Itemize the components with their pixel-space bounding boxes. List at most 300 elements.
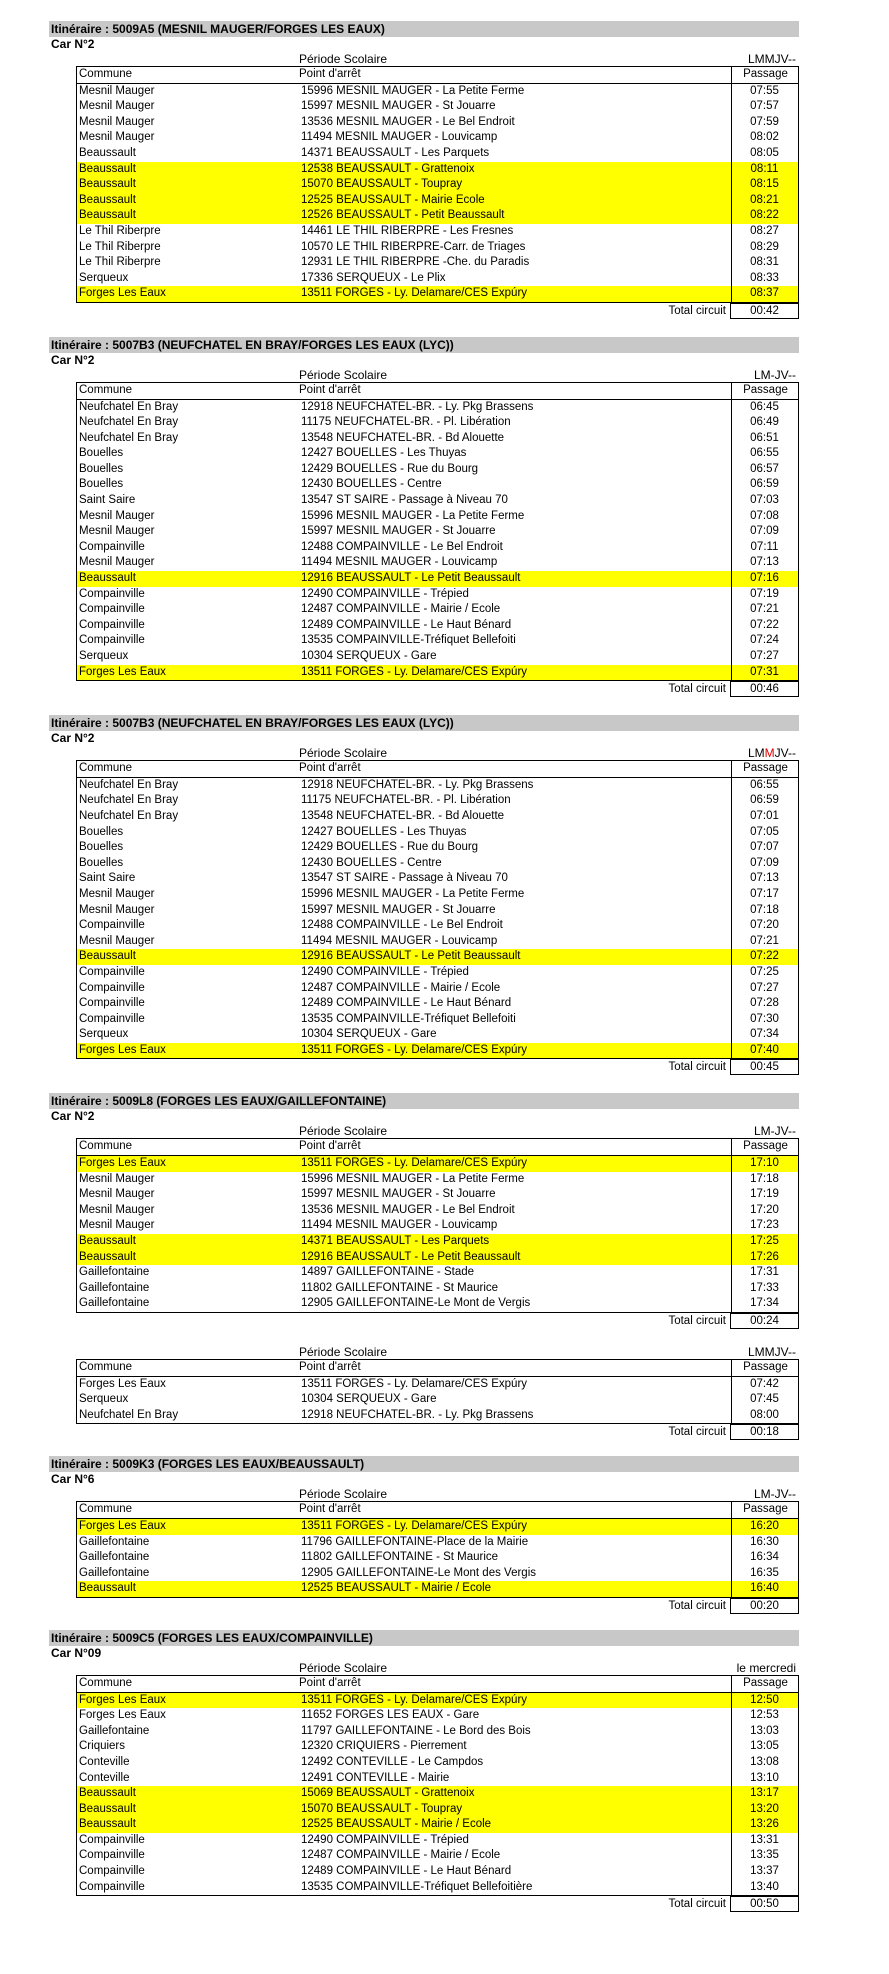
cell-commune: Le Thil Riberpre bbox=[79, 224, 161, 237]
table-row bbox=[77, 193, 798, 209]
cell-commune: Compainville bbox=[79, 981, 145, 994]
header-commune: Commune bbox=[79, 1503, 133, 1516]
cell-stop: 12538 BEAUSSAULT - Grattenoix bbox=[301, 162, 475, 175]
cell-stop: 12525 BEAUSSAULT - Mairie / Ecole bbox=[301, 1582, 492, 1595]
cell-stop: 14371 BEAUSSAULT - Les Parquets bbox=[301, 146, 490, 159]
cell-stop: 17336 SERQUEUX - Le Plix bbox=[301, 271, 446, 284]
timetable bbox=[76, 1345, 799, 1440]
table-row bbox=[77, 793, 798, 809]
cell-commune: Compainville bbox=[79, 1880, 145, 1893]
cell-time: 17:31 bbox=[750, 1266, 779, 1279]
cell-time: 07:24 bbox=[750, 634, 779, 647]
cell-commune: Gaillefontaine bbox=[79, 1566, 150, 1579]
table-row bbox=[77, 1281, 798, 1297]
cell-commune: Mesnil Mauger bbox=[79, 115, 155, 128]
cell-time: 07:19 bbox=[750, 587, 779, 600]
cell-time: 08:21 bbox=[750, 193, 779, 206]
cell-commune: Mesnil Mauger bbox=[79, 556, 155, 569]
cell-stop: 12490 COMPAINVILLE - Trépied bbox=[301, 1833, 469, 1846]
table-row bbox=[77, 996, 798, 1012]
cell-time: 06:51 bbox=[750, 431, 779, 444]
header-commune: Commune bbox=[79, 1676, 133, 1689]
cell-stop: 13547 ST SAIRE - Passage à Niveau 70 bbox=[301, 494, 508, 507]
operating-days bbox=[748, 746, 796, 760]
cell-commune: Neufchatel En Bray bbox=[79, 778, 179, 791]
table-row bbox=[77, 840, 798, 856]
table-header bbox=[77, 761, 798, 778]
cell-commune: Mesnil Mauger bbox=[79, 1219, 155, 1232]
header-commune: Commune bbox=[79, 1361, 133, 1373]
table-row bbox=[77, 130, 798, 146]
cell-stop: 12491 CONTEVILLE - Mairie bbox=[301, 1771, 450, 1784]
cell-commune: Forges Les Eaux bbox=[79, 665, 166, 678]
header-commune: Commune bbox=[79, 383, 133, 396]
cell-time: 07:42 bbox=[750, 1377, 779, 1390]
cell-commune: Mesnil Mauger bbox=[79, 509, 155, 522]
cell-time: 13:37 bbox=[750, 1865, 779, 1878]
cell-commune: Compainville bbox=[79, 997, 145, 1010]
cell-commune: Beaussault bbox=[79, 1250, 136, 1263]
header-stop: Point d'arrêt bbox=[299, 1503, 361, 1516]
table-row bbox=[77, 1724, 798, 1740]
total-circuit bbox=[76, 303, 799, 319]
cell-commune: Compainville bbox=[79, 1833, 145, 1846]
table-row bbox=[77, 1739, 798, 1755]
period-label: Période Scolaire bbox=[299, 52, 388, 66]
cell-stop: 11494 MESNIL MAUGER - Louvicamp bbox=[301, 934, 498, 947]
cell-time: 13:26 bbox=[750, 1818, 779, 1831]
cell-stop: 12427 BOUELLES - Les Thuyas bbox=[301, 447, 467, 460]
cell-time: 07:55 bbox=[750, 84, 779, 97]
cell-commune: Mesnil Mauger bbox=[79, 934, 155, 947]
table-row bbox=[77, 1377, 798, 1393]
period-label: Période Scolaire bbox=[299, 367, 388, 382]
header-stop: Point d'arrêt bbox=[299, 762, 361, 775]
table-row bbox=[77, 825, 798, 841]
cell-stop: 13511 FORGES - Ly. Delamare/CES Expúry bbox=[301, 665, 528, 678]
cell-time: 16:40 bbox=[750, 1582, 779, 1595]
cell-commune: Compainville bbox=[79, 965, 145, 978]
period-line bbox=[76, 746, 799, 760]
total-label: Total circuit bbox=[668, 1315, 726, 1327]
cell-commune: Mesnil Mauger bbox=[79, 887, 155, 900]
table-row bbox=[77, 1755, 798, 1771]
header-passage: Passage bbox=[731, 761, 799, 777]
cell-commune: Gaillefontaine bbox=[79, 1297, 150, 1310]
table-row bbox=[77, 1043, 798, 1059]
table-row bbox=[77, 571, 798, 587]
cell-time: 07:09 bbox=[750, 525, 779, 538]
route-section bbox=[49, 1630, 799, 1912]
table-row bbox=[77, 1296, 798, 1312]
cell-time: 07:18 bbox=[750, 903, 779, 916]
total-label: Total circuit bbox=[668, 1426, 726, 1439]
table-header bbox=[77, 1139, 798, 1156]
cell-commune: Forges Les Eaux bbox=[79, 287, 166, 300]
period-label: Période Scolaire bbox=[299, 1345, 388, 1359]
cell-stop: 12427 BOUELLES - Les Thuyas bbox=[301, 825, 467, 838]
car-number: Car N°09 bbox=[51, 1645, 102, 1660]
cell-time: 13:35 bbox=[750, 1849, 779, 1862]
cell-stop: 12320 CRIQUIERS - Pierrement bbox=[301, 1740, 467, 1753]
cell-commune: Neufchatel En Bray bbox=[79, 809, 179, 822]
table-row bbox=[77, 1156, 798, 1172]
cell-stop: 12429 BOUELLES - Rue du Bourg bbox=[301, 841, 479, 854]
cell-time: 08:00 bbox=[750, 1408, 779, 1421]
cell-commune: Beaussault bbox=[79, 572, 136, 585]
period-label: Période Scolaire bbox=[299, 1124, 388, 1139]
cell-commune: Beaussault bbox=[79, 950, 136, 963]
cell-stop: 11175 NEUFCHATEL-BR. - Pl. Libération bbox=[301, 416, 511, 429]
cell-stop: 13535 COMPAINVILLE-Tréfiquet Bellefoitière bbox=[301, 1880, 533, 1893]
cell-commune: Beaussault bbox=[79, 1235, 136, 1248]
cell-time: 08:37 bbox=[750, 287, 779, 300]
cell-commune: Compainville bbox=[79, 603, 145, 616]
total-label: Total circuit bbox=[668, 304, 726, 317]
route-section bbox=[49, 1093, 799, 1329]
cell-time: 07:21 bbox=[750, 934, 779, 947]
table-row bbox=[77, 856, 798, 872]
cell-stop: 12430 BOUELLES - Centre bbox=[301, 478, 442, 491]
cell-commune: Compainville bbox=[79, 1012, 145, 1025]
total-label: Total circuit bbox=[668, 1599, 726, 1612]
cell-time: 07:13 bbox=[750, 556, 779, 569]
cell-commune: Serqueux bbox=[79, 271, 129, 284]
cell-stop: 12916 BEAUSSAULT - Le Petit Beaussault bbox=[301, 1250, 521, 1263]
table-row bbox=[77, 1771, 798, 1787]
cell-stop: 10304 SERQUEUX - Gare bbox=[301, 1393, 437, 1406]
table-row bbox=[77, 555, 798, 571]
cell-time: 12:53 bbox=[750, 1709, 779, 1722]
cell-time: 06:57 bbox=[750, 462, 779, 475]
period-label: Période Scolaire bbox=[299, 1487, 388, 1502]
cell-commune: Compainville bbox=[79, 540, 145, 553]
table-row bbox=[77, 602, 798, 618]
header-passage: Passage bbox=[731, 383, 799, 399]
header-commune: Commune bbox=[79, 762, 133, 775]
cell-time: 17:26 bbox=[750, 1250, 779, 1263]
cell-stop: 13536 MESNIL MAUGER - Le Bel Endroit bbox=[301, 1203, 515, 1216]
cell-time: 07:31 bbox=[750, 665, 779, 678]
total-value: 00:50 bbox=[730, 1896, 799, 1912]
cell-stop: 13536 MESNIL MAUGER - Le Bel Endroit bbox=[301, 115, 515, 128]
table-row bbox=[77, 286, 798, 302]
cell-commune: Serqueux bbox=[79, 650, 129, 662]
cell-commune: Mesnil Mauger bbox=[79, 84, 155, 97]
operating-days: LMMJV-- bbox=[748, 52, 796, 66]
period-label: Période Scolaire bbox=[299, 746, 388, 761]
cell-time: 13:40 bbox=[750, 1880, 779, 1893]
period-line bbox=[76, 1124, 799, 1138]
cell-stop: 13547 ST SAIRE - Passage à Niveau 70 bbox=[301, 872, 508, 885]
route-section bbox=[49, 21, 799, 319]
route-title: Itinéraire : 5009L8 (FORGES LES EAUX/GAILLEFONTAINE) bbox=[49, 1093, 799, 1109]
cell-commune: Gaillefontaine bbox=[79, 1551, 150, 1564]
table-row bbox=[77, 778, 798, 794]
cell-commune: Neufchatel En Bray bbox=[79, 794, 179, 807]
cell-stop: 12489 COMPAINVILLE - Le Haut Bénard bbox=[301, 997, 512, 1010]
cell-commune: Forges Les Eaux bbox=[79, 1519, 166, 1532]
table-row bbox=[77, 84, 798, 100]
cell-stop: 12488 COMPAINVILLE - Le Bel Endroit bbox=[301, 540, 503, 553]
cell-commune: Bouelles bbox=[79, 825, 124, 838]
timetable-sections bbox=[0, 21, 889, 1912]
cell-stop: 15996 MESNIL MAUGER - La Petite Ferme bbox=[301, 509, 525, 522]
table-row bbox=[77, 431, 798, 447]
cell-time: 07:22 bbox=[750, 618, 779, 631]
cell-commune: Mesnil Mauger bbox=[79, 1188, 155, 1201]
cell-time: 17:34 bbox=[750, 1297, 779, 1310]
period-line bbox=[76, 52, 799, 66]
table-row bbox=[77, 1265, 798, 1281]
cell-stop: 15996 MESNIL MAUGER - La Petite Ferme bbox=[301, 887, 525, 900]
header-stop: Point d'arrêt bbox=[299, 383, 361, 396]
cell-commune: Forges Les Eaux bbox=[79, 1709, 166, 1722]
cell-stop: 14897 GAILLEFONTAINE - Stade bbox=[301, 1266, 475, 1279]
total-value: 00:45 bbox=[730, 1059, 799, 1075]
cell-commune: Gaillefontaine bbox=[79, 1724, 150, 1737]
cell-time: 07:20 bbox=[750, 919, 779, 932]
cell-time: 13:10 bbox=[750, 1771, 779, 1784]
cell-time: 17:25 bbox=[750, 1235, 779, 1248]
header-stop: Point d'arrêt bbox=[299, 1140, 361, 1153]
cell-stop: 12526 BEAUSSAULT - Petit Beaussault bbox=[301, 209, 505, 222]
cell-time: 08:05 bbox=[750, 146, 779, 159]
cell-time: 07:22 bbox=[750, 950, 779, 963]
cell-time: 07:57 bbox=[750, 100, 779, 113]
cell-time: 08:27 bbox=[750, 224, 779, 237]
cell-stop: 12429 BOUELLES - Rue du Bourg bbox=[301, 462, 479, 475]
cell-stop: 13511 FORGES - Ly. Delamare/CES Expúry bbox=[301, 287, 528, 300]
table-row bbox=[77, 1218, 798, 1234]
cell-time: 07:13 bbox=[750, 872, 779, 885]
timetable-grid bbox=[76, 1675, 799, 1896]
table-row bbox=[77, 1250, 798, 1266]
cell-commune: Conteville bbox=[79, 1755, 130, 1768]
cell-commune: Mesnil Mauger bbox=[79, 131, 155, 144]
table-row bbox=[77, 871, 798, 887]
table-row bbox=[77, 809, 798, 825]
timetable-grid bbox=[76, 1138, 799, 1313]
cell-commune: Saint Saire bbox=[79, 872, 136, 885]
table-row bbox=[77, 255, 798, 271]
cell-commune: Bouelles bbox=[79, 478, 124, 491]
table-row bbox=[77, 1708, 798, 1724]
cell-commune: Bouelles bbox=[79, 447, 124, 460]
total-label: Total circuit bbox=[668, 1061, 726, 1074]
car-number: Car N°2 bbox=[51, 352, 95, 367]
cell-time: 07:28 bbox=[750, 997, 779, 1010]
operating-days: LM-JV-- bbox=[754, 1124, 796, 1139]
timetable-grid bbox=[76, 1501, 799, 1598]
route-section bbox=[49, 1345, 799, 1440]
cell-commune: Compainville bbox=[79, 634, 145, 647]
cell-time: 17:33 bbox=[750, 1281, 779, 1294]
timetable bbox=[76, 368, 799, 697]
cell-time: 07:09 bbox=[750, 856, 779, 869]
table-row bbox=[77, 1392, 798, 1408]
table-row bbox=[77, 162, 798, 178]
cell-stop: 13511 FORGES - Ly. Delamare/CES Expúry bbox=[301, 1043, 528, 1056]
table-row bbox=[77, 1693, 798, 1709]
cell-commune: Compainville bbox=[79, 919, 145, 932]
table-row bbox=[77, 446, 798, 462]
total-value: 00:46 bbox=[730, 681, 799, 697]
table-header bbox=[77, 383, 798, 400]
table-row bbox=[77, 1581, 798, 1597]
period-line bbox=[76, 1345, 799, 1359]
cell-time: 07:59 bbox=[750, 115, 779, 128]
table-row bbox=[77, 887, 798, 903]
cell-stop: 13511 FORGES - Ly. Delamare/CES Expúry bbox=[301, 1693, 528, 1706]
car-number: Car N°2 bbox=[51, 1109, 95, 1124]
cell-commune: Neufchatel En Bray bbox=[79, 431, 179, 444]
cell-commune: Criquiers bbox=[79, 1740, 126, 1753]
cell-time: 08:11 bbox=[750, 162, 779, 175]
route-title: Itinéraire : 5009C5 (FORGES LES EAUX/COMPAINVILLE) bbox=[49, 1630, 799, 1646]
operating-days: le mercredi bbox=[736, 1660, 796, 1675]
cell-time: 07:40 bbox=[750, 1043, 779, 1056]
table-row bbox=[77, 400, 798, 416]
operating-days-part: JV-- bbox=[774, 746, 796, 761]
header-passage: Passage bbox=[731, 1676, 799, 1692]
cell-time: 07:07 bbox=[750, 841, 779, 854]
header-stop: Point d'arrêt bbox=[299, 1676, 361, 1689]
cell-commune: Conteville bbox=[79, 1771, 130, 1784]
period-label: Période Scolaire bbox=[299, 1660, 388, 1675]
route-section bbox=[49, 337, 799, 697]
table-row bbox=[77, 1566, 798, 1582]
cell-commune: Mesnil Mauger bbox=[79, 1172, 155, 1185]
cell-commune: Gaillefontaine bbox=[79, 1535, 150, 1548]
total-value: 00:20 bbox=[730, 1598, 799, 1614]
table-row bbox=[77, 1848, 798, 1864]
cell-stop: 12916 BEAUSSAULT - Le Petit Beaussault bbox=[301, 572, 521, 585]
total-circuit bbox=[76, 1598, 799, 1614]
total-label: Total circuit bbox=[668, 1898, 726, 1911]
table-row bbox=[77, 524, 798, 540]
table-row bbox=[77, 224, 798, 240]
cell-commune: Le Thil Riberpre bbox=[79, 240, 161, 253]
cell-stop: 12489 COMPAINVILLE - Le Haut Bénard bbox=[301, 618, 512, 631]
cell-stop: 11802 GAILLEFONTAINE - St Maurice bbox=[301, 1551, 499, 1564]
cell-time: 17:19 bbox=[750, 1188, 779, 1201]
cell-stop: 15070 BEAUSSAULT - Toupray bbox=[301, 178, 463, 191]
cell-time: 07:27 bbox=[750, 650, 779, 662]
table-row bbox=[77, 208, 798, 224]
total-label: Total circuit bbox=[668, 683, 726, 696]
cell-stop: 15997 MESNIL MAUGER - St Jouarre bbox=[301, 903, 496, 916]
cell-stop: 11494 MESNIL MAUGER - Louvicamp bbox=[301, 556, 498, 569]
cell-stop: 13548 NEUFCHATEL-BR. - Bd Alouette bbox=[301, 809, 505, 822]
cell-commune: Beaussault bbox=[79, 162, 136, 175]
cell-time: 07:01 bbox=[750, 809, 779, 822]
cell-stop: 12488 COMPAINVILLE - Le Bel Endroit bbox=[301, 919, 503, 932]
cell-stop: 15997 MESNIL MAUGER - St Jouarre bbox=[301, 100, 496, 113]
cell-stop: 12525 BEAUSSAULT - Mairie / Ecole bbox=[301, 1818, 492, 1831]
cell-stop: 11802 GAILLEFONTAINE - St Maurice bbox=[301, 1281, 499, 1294]
cell-time: 07:30 bbox=[750, 1012, 779, 1025]
table-row bbox=[77, 115, 798, 131]
table-row bbox=[77, 509, 798, 525]
header-passage: Passage bbox=[731, 1360, 799, 1376]
cell-time: 08:29 bbox=[750, 240, 779, 253]
cell-commune: Bouelles bbox=[79, 856, 124, 869]
cell-stop: 10304 SERQUEUX - Gare bbox=[301, 1028, 437, 1041]
cell-stop: 14371 BEAUSSAULT - Les Parquets bbox=[301, 1235, 490, 1248]
cell-stop: 12918 NEUFCHATEL-BR. - Ly. Pkg Brassens bbox=[301, 400, 534, 413]
table-row bbox=[77, 1172, 798, 1188]
total-circuit bbox=[76, 1424, 799, 1440]
cell-stop: 12525 BEAUSSAULT - Mairie Ecole bbox=[301, 193, 485, 206]
cell-commune: Bouelles bbox=[79, 462, 124, 475]
cell-stop: 12487 COMPAINVILLE - Mairie / Ecole bbox=[301, 981, 501, 994]
operating-days: LM-JV-- bbox=[754, 1487, 796, 1502]
table-row bbox=[77, 618, 798, 634]
table-row bbox=[77, 1550, 798, 1566]
cell-commune: Forges Les Eaux bbox=[79, 1157, 166, 1170]
cell-commune: Mesnil Mauger bbox=[79, 525, 155, 538]
table-row bbox=[77, 493, 798, 509]
cell-stop: 14461 LE THIL RIBERPRE - Les Fresnes bbox=[301, 224, 514, 237]
cell-time: 17:20 bbox=[750, 1203, 779, 1216]
cell-commune: Neufchatel En Bray bbox=[79, 416, 179, 429]
cell-commune: Neufchatel En Bray bbox=[79, 400, 179, 413]
timetable-grid bbox=[76, 382, 799, 681]
table-header bbox=[77, 1360, 798, 1377]
timetable bbox=[76, 1124, 799, 1329]
cell-time: 06:59 bbox=[750, 794, 779, 807]
cell-time: 07:45 bbox=[750, 1393, 779, 1406]
header-passage: Passage bbox=[731, 1502, 799, 1518]
table-row bbox=[77, 1012, 798, 1028]
cell-time: 07:25 bbox=[750, 965, 779, 978]
cell-time: 07:03 bbox=[750, 494, 779, 507]
cell-stop: 15996 MESNIL MAUGER - La Petite Ferme bbox=[301, 84, 525, 97]
cell-time: 07:27 bbox=[750, 981, 779, 994]
cell-commune: Compainville bbox=[79, 618, 145, 631]
cell-time: 16:34 bbox=[750, 1551, 779, 1564]
cell-commune: Beaussault bbox=[79, 1787, 136, 1800]
cell-commune: Beaussault bbox=[79, 193, 136, 206]
table-row bbox=[77, 1519, 798, 1535]
header-stop: Point d'arrêt bbox=[299, 1361, 361, 1373]
cell-time: 13:31 bbox=[750, 1833, 779, 1846]
cell-stop: 13511 FORGES - Ly. Delamare/CES Expúry bbox=[301, 1377, 528, 1390]
car-number: Car N°6 bbox=[51, 1472, 95, 1487]
table-row bbox=[77, 633, 798, 649]
cell-commune: Beaussault bbox=[79, 1818, 136, 1831]
cell-time: 13:17 bbox=[750, 1787, 779, 1800]
cell-stop: 12918 NEUFCHATEL-BR. - Ly. Pkg Brassens bbox=[301, 1408, 534, 1421]
table-header bbox=[77, 1502, 798, 1519]
table-row bbox=[77, 981, 798, 997]
cell-time: 16:30 bbox=[750, 1535, 779, 1548]
operating-days-highlight: M bbox=[764, 746, 775, 761]
cell-commune: Beaussault bbox=[79, 1802, 136, 1815]
cell-time: 08:22 bbox=[750, 209, 779, 222]
table-row bbox=[77, 1203, 798, 1219]
route-title: Itinéraire : 5007B3 (NEUFCHATEL EN BRAY/FORGES LES EAUX (LYC)) bbox=[49, 337, 799, 353]
cell-stop: 15070 BEAUSSAULT - Toupray bbox=[301, 1802, 463, 1815]
cell-time: 16:35 bbox=[750, 1566, 779, 1579]
table-row bbox=[77, 477, 798, 493]
cell-commune: Compainville bbox=[79, 1865, 145, 1878]
cell-stop: 10304 SERQUEUX - Gare bbox=[301, 650, 437, 662]
cell-stop: 12905 GAILLEFONTAINE-Le Mont des Vergis bbox=[301, 1566, 537, 1579]
operating-days-part: LM bbox=[747, 746, 765, 761]
cell-stop: 12490 COMPAINVILLE - Trépied bbox=[301, 587, 469, 600]
